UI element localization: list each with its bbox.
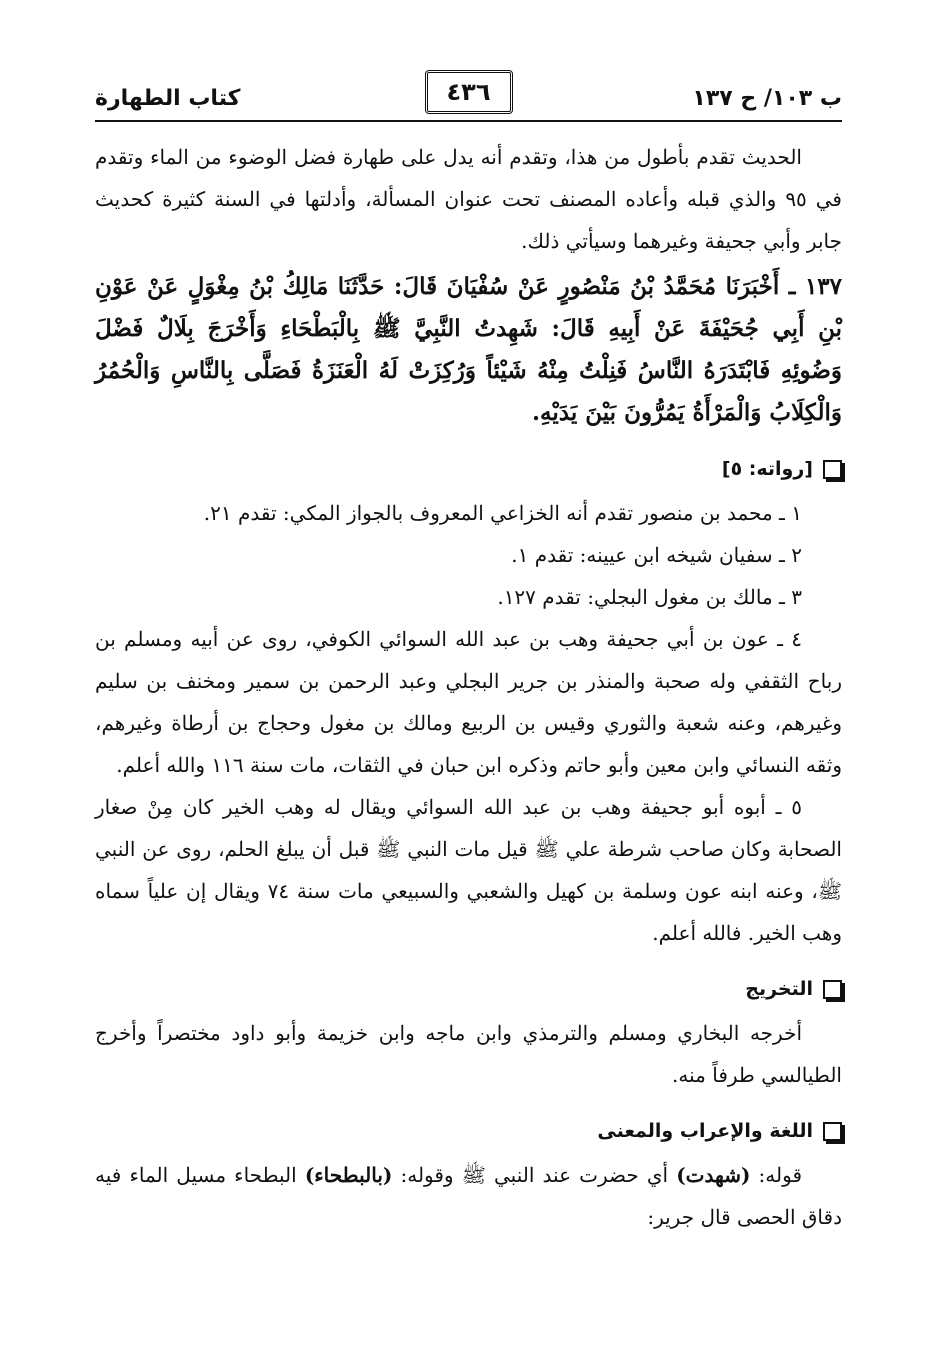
takhrij-text: أخرجه البخاري ومسلم والترمذي وابن ماجه وابن خزيمة وأبو داود مختصراً وأخرج الطيالسي طرفاً منه. — [95, 1021, 842, 1087]
page-number: ٤٣٦ — [425, 70, 513, 114]
hadith-text: ١٣٧ ـ أَخْبَرَنَا مُحَمَّدُ بْنُ مَنْصُورٍ عَنْ سُفْيَانَ قَالَ: حَدَّثَنَا مَالِكُ بْنُ مِغْوَلٍ عَنْ عَوْنِ بْنِ أَبِي جُحَيْفَةَ عَنْ أَبِيهِ قَالَ: شَهِدتُ النَّبِيَّ ﷺ بِالْبَطْحَاءِ وَأَخْرَجَ بِلَالٌ فَضْلَ وَضُوئِهِ فَابْتَدَرَهُ النَّاسُ فَنِلْتُ مِنْهُ شَيْئاً وَرُكِزَتْ لَهُ الْعَنَزَةُ فَصَلَّى بِالنَّاسِ وَالْحُمُرُ وَالْكِلَابُ وَالْمَرْأَةُ يَمُرُّونَ بَيْنَ يَدَيْهِ. — [95, 273, 842, 426]
takhrij-heading-label: التخريج — [745, 978, 813, 1000]
narrator-item: ٢ ـ سفيان شيخه ابن عيينه: تقدم ١. — [511, 543, 802, 567]
narrator-item: ٣ ـ مالك بن مغول البجلي: تقدم ١٢٧. — [497, 585, 802, 609]
narrator-item: ١ ـ محمد بن منصور تقدم أنه الخزاعي المعروف بالجواز المكي: تقدم ٢١. — [203, 501, 802, 525]
page-content — [95, 136, 842, 1238]
language-text-mid: أي حضرت عند النبي ﷺ وقوله: — [392, 1163, 677, 1187]
narrators-heading — [95, 448, 842, 490]
language-text-prefix: قوله: — [750, 1163, 803, 1187]
term-shahidtu: (شهدت) — [676, 1163, 751, 1187]
page-header — [95, 66, 842, 122]
square-bullet-icon — [823, 460, 842, 479]
language-heading — [95, 1110, 842, 1152]
square-bullet-icon — [823, 980, 842, 999]
narrator-item: ٥ ـ أبوه أبو جحيفة وهب بن عبد الله السوائي ويقال له وهب الخير كان مِنْ صغار الصحابة وكان صاحب شرطة علي ﷺ قيل مات النبي ﷺ قبل أن يبلغ الحلم، روى عن النبي ﷺ، وعنه ابنه عون وسلمة بن كهيل والشعبي والسبيعي مات سنة ٧٤ ويقال إن علياً سماه وهب الخير. فالله أعلم. — [95, 795, 842, 945]
intro-paragraph: الحديث تقدم بأطول من هذا، وتقدم أنه يدل على طهارة فضل الوضوء من الماء وتقدم في ٩٥ والذي قبله وأعاده المصنف تحت عنوان المسألة، وأدلتها في السنة كثيرة كحديث جابر وأبي جحيفة وغيرهما وسيأتي ذلك. — [95, 145, 842, 253]
language-text — [95, 1154, 842, 1238]
language-text-rest: البطحاء مسيل الماء فيه دقاق الحصى قال جرير: — [95, 1163, 842, 1229]
narrator-item: ٤ ـ عون بن أبي جحيفة وهب بن عبد الله السوائي الكوفي، روى عن أبيه ومسلم بن رباح الثقفي وله صحبة والمنذر بن جرير البجلي وعبد الرحمن بن سمير ومخنف بن سليم وغيرهم، وعنه شعبة والثوري وقيس بن الربيع ومالك بن مغول وحجاج بن أرطاة وغيرهم، وثقه النسائي وابن معين وأبو حاتم وذكره ابن حبان في الثقات، مات سنة ١١٦ والله أعلم. — [95, 627, 842, 777]
term-bil-batha: (بالبطحاء) — [304, 1163, 393, 1187]
square-bullet-icon — [823, 1122, 842, 1141]
language-heading-label: اللغة والإعراب والمعنى — [597, 1120, 813, 1142]
narrators-heading-label: [رواته: ٥] — [721, 458, 813, 480]
takhrij-heading — [95, 968, 842, 1010]
chapter-reference: ب ١٠٣/ ح ١٣٧ — [692, 86, 842, 111]
book-title: كتاب الطهارة — [95, 86, 241, 111]
